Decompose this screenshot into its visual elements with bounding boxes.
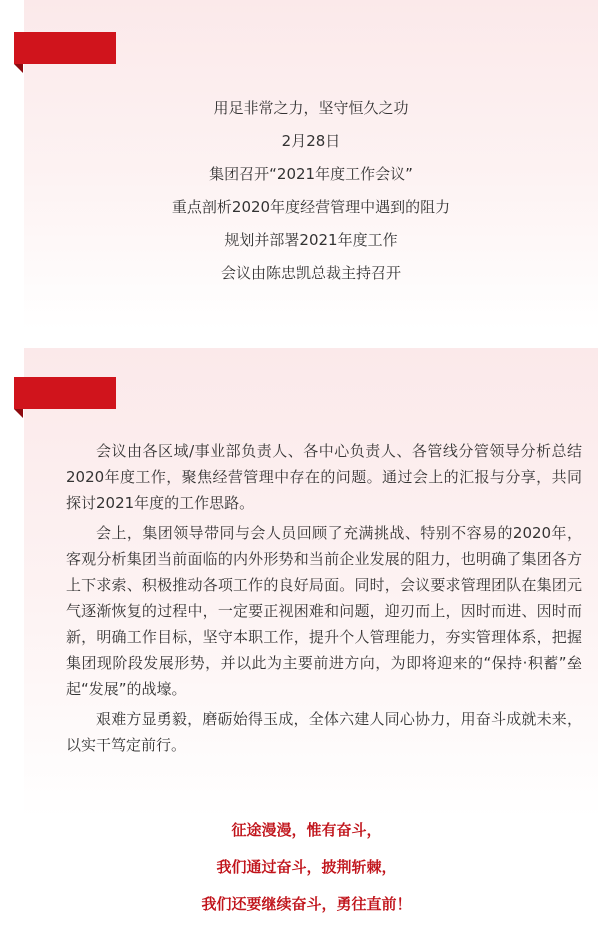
- closing-line: 征途漫漫，惟有奋斗，: [231, 821, 382, 839]
- intro-line: 用足非常之力，坚守恒久之功: [213, 99, 409, 117]
- section-ribbon-2: [14, 377, 116, 409]
- body-text: [66, 438, 582, 762]
- intro-line: 重点剖析2020年度经营管理中遇到的阻力: [171, 198, 451, 216]
- section-ribbon-1: [14, 32, 116, 64]
- intro-line: 集团召开“2021年度工作会议”: [209, 165, 413, 183]
- body-paragraph: 艰难方显勇毅，磨砺始得玉成，全体六建人同心协力，用奋斗成就未来，以实干笃定前行。: [66, 710, 582, 754]
- intro-line: 会议由陈忠凯总裁主持召开: [220, 264, 401, 282]
- body-paragraph: 会议由各区域/事业部负责人、各中心负责人、各管线分管领导分析总结2020年度工作，聚焦经营管理中存在的问题。通过会上的汇报与分享，共同探讨2021年度的工作思路。: [66, 442, 582, 512]
- closing-line: 我们还要继续奋斗，勇往直前！: [201, 895, 412, 913]
- closing-line: 我们通过奋斗，披荆斩棘，: [216, 858, 397, 876]
- intro-line: 规划并部署2021年度工作: [224, 231, 398, 249]
- closing-slogan: [0, 812, 613, 923]
- body-paragraph: 会上，集团领导带同与会人员回顾了充满挑战、特别不容易的2020年，客观分析集团当前面临的内外形势和当前企业发展的阻力，也明确了集团各方上下求索、积极推动各项工作的良好局面。同时，会议要求管理团队在集团元气逐渐恢复的过程中，一定要正视困难和问题，迎刃而上，因时而进、因时而新，明确工作目标，坚守本职工作，提升个人管理能力，夯实管理体系，把握集团现阶段发展形势，并以此为主要前进方向，为即将迎来的“保持·积蓄”垒起“发展”的战壕。: [66, 524, 582, 698]
- intro-block: [24, 92, 598, 290]
- intro-line: 2月28日: [281, 132, 341, 150]
